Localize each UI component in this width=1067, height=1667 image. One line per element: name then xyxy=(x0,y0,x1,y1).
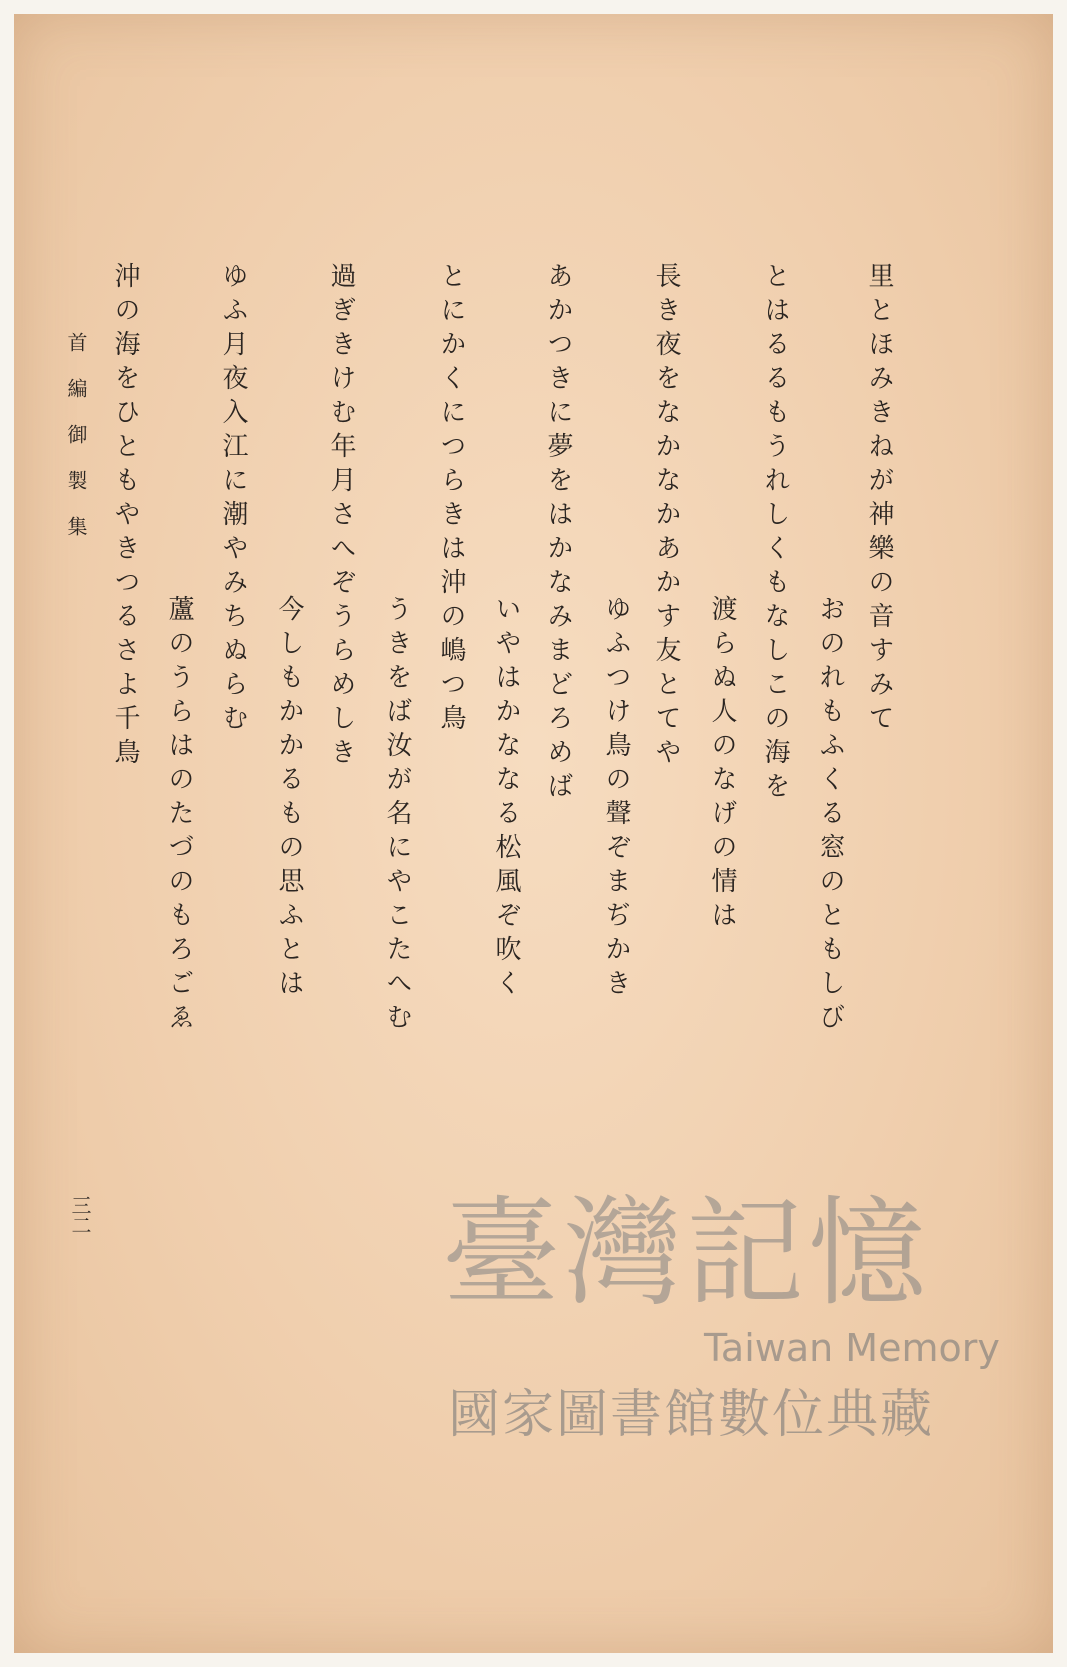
page-number: 三二 xyxy=(68,1195,92,1235)
poem-2-line-2: 渡らぬ人のなげの情は xyxy=(707,595,737,935)
book-title-footer: 首編御製集 xyxy=(64,332,88,562)
watermark-logo-text: 臺灣記憶 xyxy=(442,1184,931,1322)
poem-5-line-1: とにかくにつらきは沖の嶋つ鳥 xyxy=(436,262,466,738)
poem-8-line-1: 沖の海をひともやきつるさよ千鳥 xyxy=(110,262,140,772)
poem-1-line-1: 里とほみきねが神樂の音すみて xyxy=(864,262,894,738)
poem-4-line-1: あかつきに夢をはかなみまどろめば xyxy=(543,262,573,806)
poem-7-line-2: 蘆のうらはのたづのもろごゑ xyxy=(164,595,194,1037)
poem-4-line-2: いやはかななる松風ぞ吹く xyxy=(491,595,521,1003)
poem-1-line-2: おのれもふくる窓のともしび xyxy=(815,595,845,1037)
poem-3-line-2: ゆふつけ鳥の聲ぞまぢかき xyxy=(601,595,631,1003)
poem-7-line-1: ゆふ月夜入江に潮やみちぬらむ xyxy=(218,262,248,738)
poem-2-line-1: とはるるもうれしくもなしこの海を xyxy=(760,262,790,806)
watermark-english: Taiwan Memory xyxy=(704,1326,1000,1370)
poem-3-line-1: 長き夜をなかなかあかす友とてや xyxy=(651,262,681,772)
poem-5-line-2: うきをば汝が名にやこたへむ xyxy=(382,595,412,1037)
poem-6-line-2: 今しもかかるもの思ふとは xyxy=(274,595,304,1003)
watermark-library-name: 國家圖書館數位典藏 xyxy=(448,1385,935,1445)
poem-6-line-1: 過ぎきけむ年月さへぞうらめしき xyxy=(326,262,356,772)
